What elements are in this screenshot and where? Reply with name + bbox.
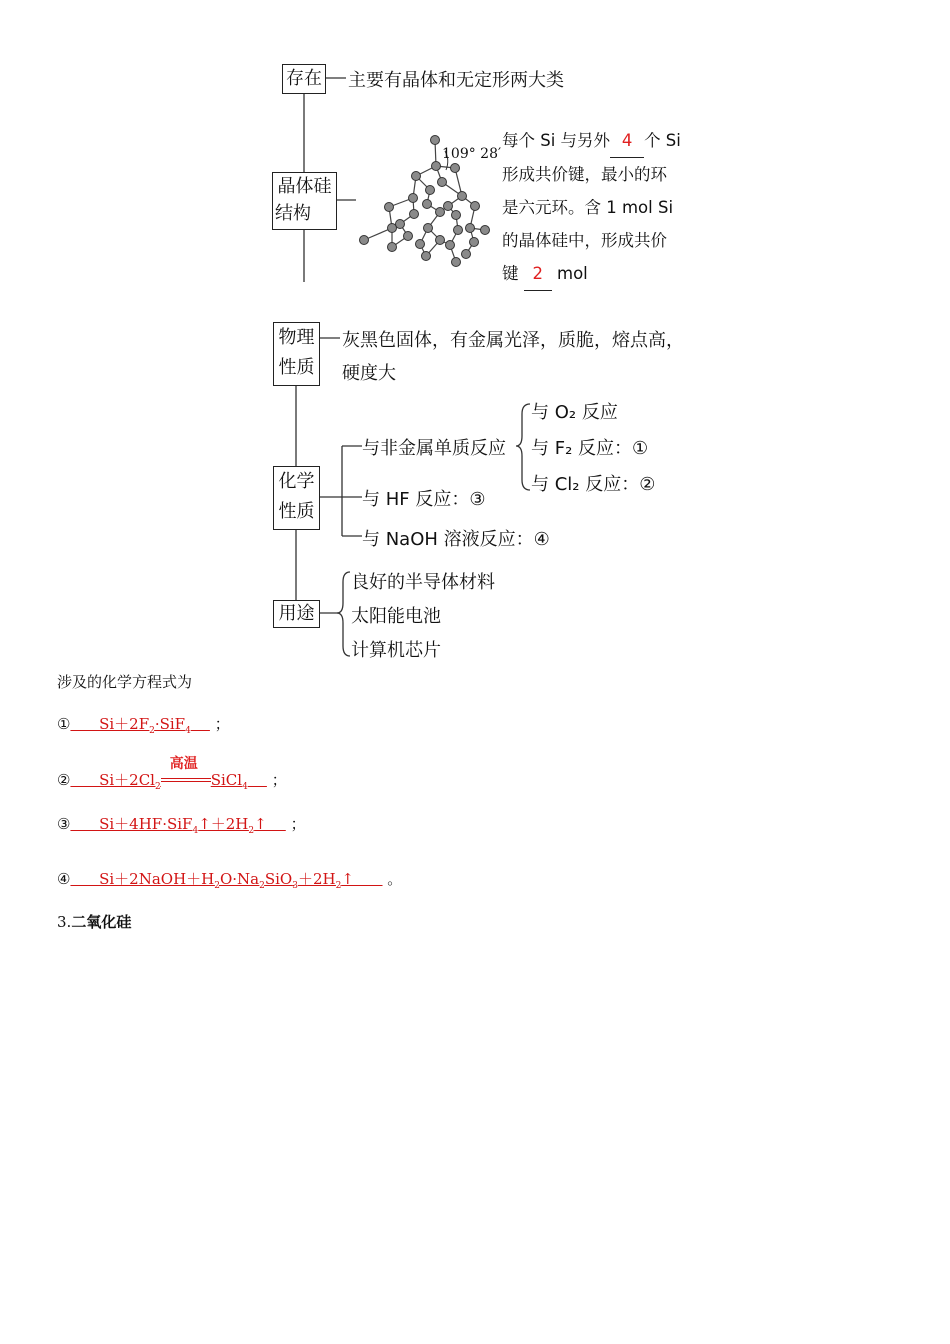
- blank-bond-mol: 2: [524, 257, 552, 291]
- condition-high-temp: 高温: [169, 756, 198, 772]
- cl2-reaction: 与 Cl₂ 反应：②: [531, 474, 656, 495]
- physical-label: 物理 性质: [273, 322, 320, 386]
- o2-reaction: 与 O₂ 反应: [531, 402, 618, 423]
- naoh-reaction: 与 NaOH 溶液反应：④: [362, 529, 550, 550]
- structure-label-line2: 结构: [275, 203, 311, 224]
- structure-label-line1: 晶体硅: [277, 176, 332, 197]
- equation-2: ② $Si+2Cl_2$ 高温 SiCl$_4$ ；: [57, 769, 287, 792]
- chemical-label: 化学 性质: [273, 466, 320, 530]
- uses-list: [351, 566, 495, 668]
- use-item: 太阳能电池: [351, 606, 441, 627]
- equation-3: ③ $Si+4HF\cdot SiF_4↑+2H_2↑$ ；: [57, 815, 306, 836]
- existence-text: 主要有晶体和无定形两大类: [348, 70, 564, 91]
- structure-label: [272, 172, 337, 230]
- bond-angle: 109° 28′: [442, 146, 502, 162]
- f2-reaction: 与 F₂ 反应：①: [531, 438, 649, 459]
- hf-reaction: 与 HF 反应：③: [362, 489, 486, 510]
- use-item: 良好的半导体材料: [351, 572, 495, 593]
- section-heading: 3.二氧化硅: [57, 913, 132, 931]
- blank-bond-count: 4: [610, 124, 644, 158]
- reaction-arrow: [161, 756, 211, 785]
- structure-description: 每个 Si 与另外 4 个 Si 形成共价键，最小的环 是六元环。含 1 mol Si 的晶体硅中，形成共价 键 2 mol: [502, 124, 681, 291]
- existence-label: 存在: [282, 64, 326, 94]
- nonmetal-reaction: 与非金属单质反应: [362, 438, 506, 459]
- uses-label: 用途: [273, 600, 320, 628]
- equation-1: ① $Si+2F_2\cdot SiF_4$ ；: [57, 715, 230, 736]
- equations-intro: 涉及的化学方程式为: [57, 673, 193, 691]
- equation-4: ④ $Si+2NaOH+H_2O\cdot Na_2SiO_3+2H_2↑$ 。: [57, 870, 403, 891]
- use-item: 计算机芯片: [351, 640, 441, 661]
- physical-text: 灰黑色固体，有金属光泽，质脆，熔点高， 硬度大: [342, 330, 684, 384]
